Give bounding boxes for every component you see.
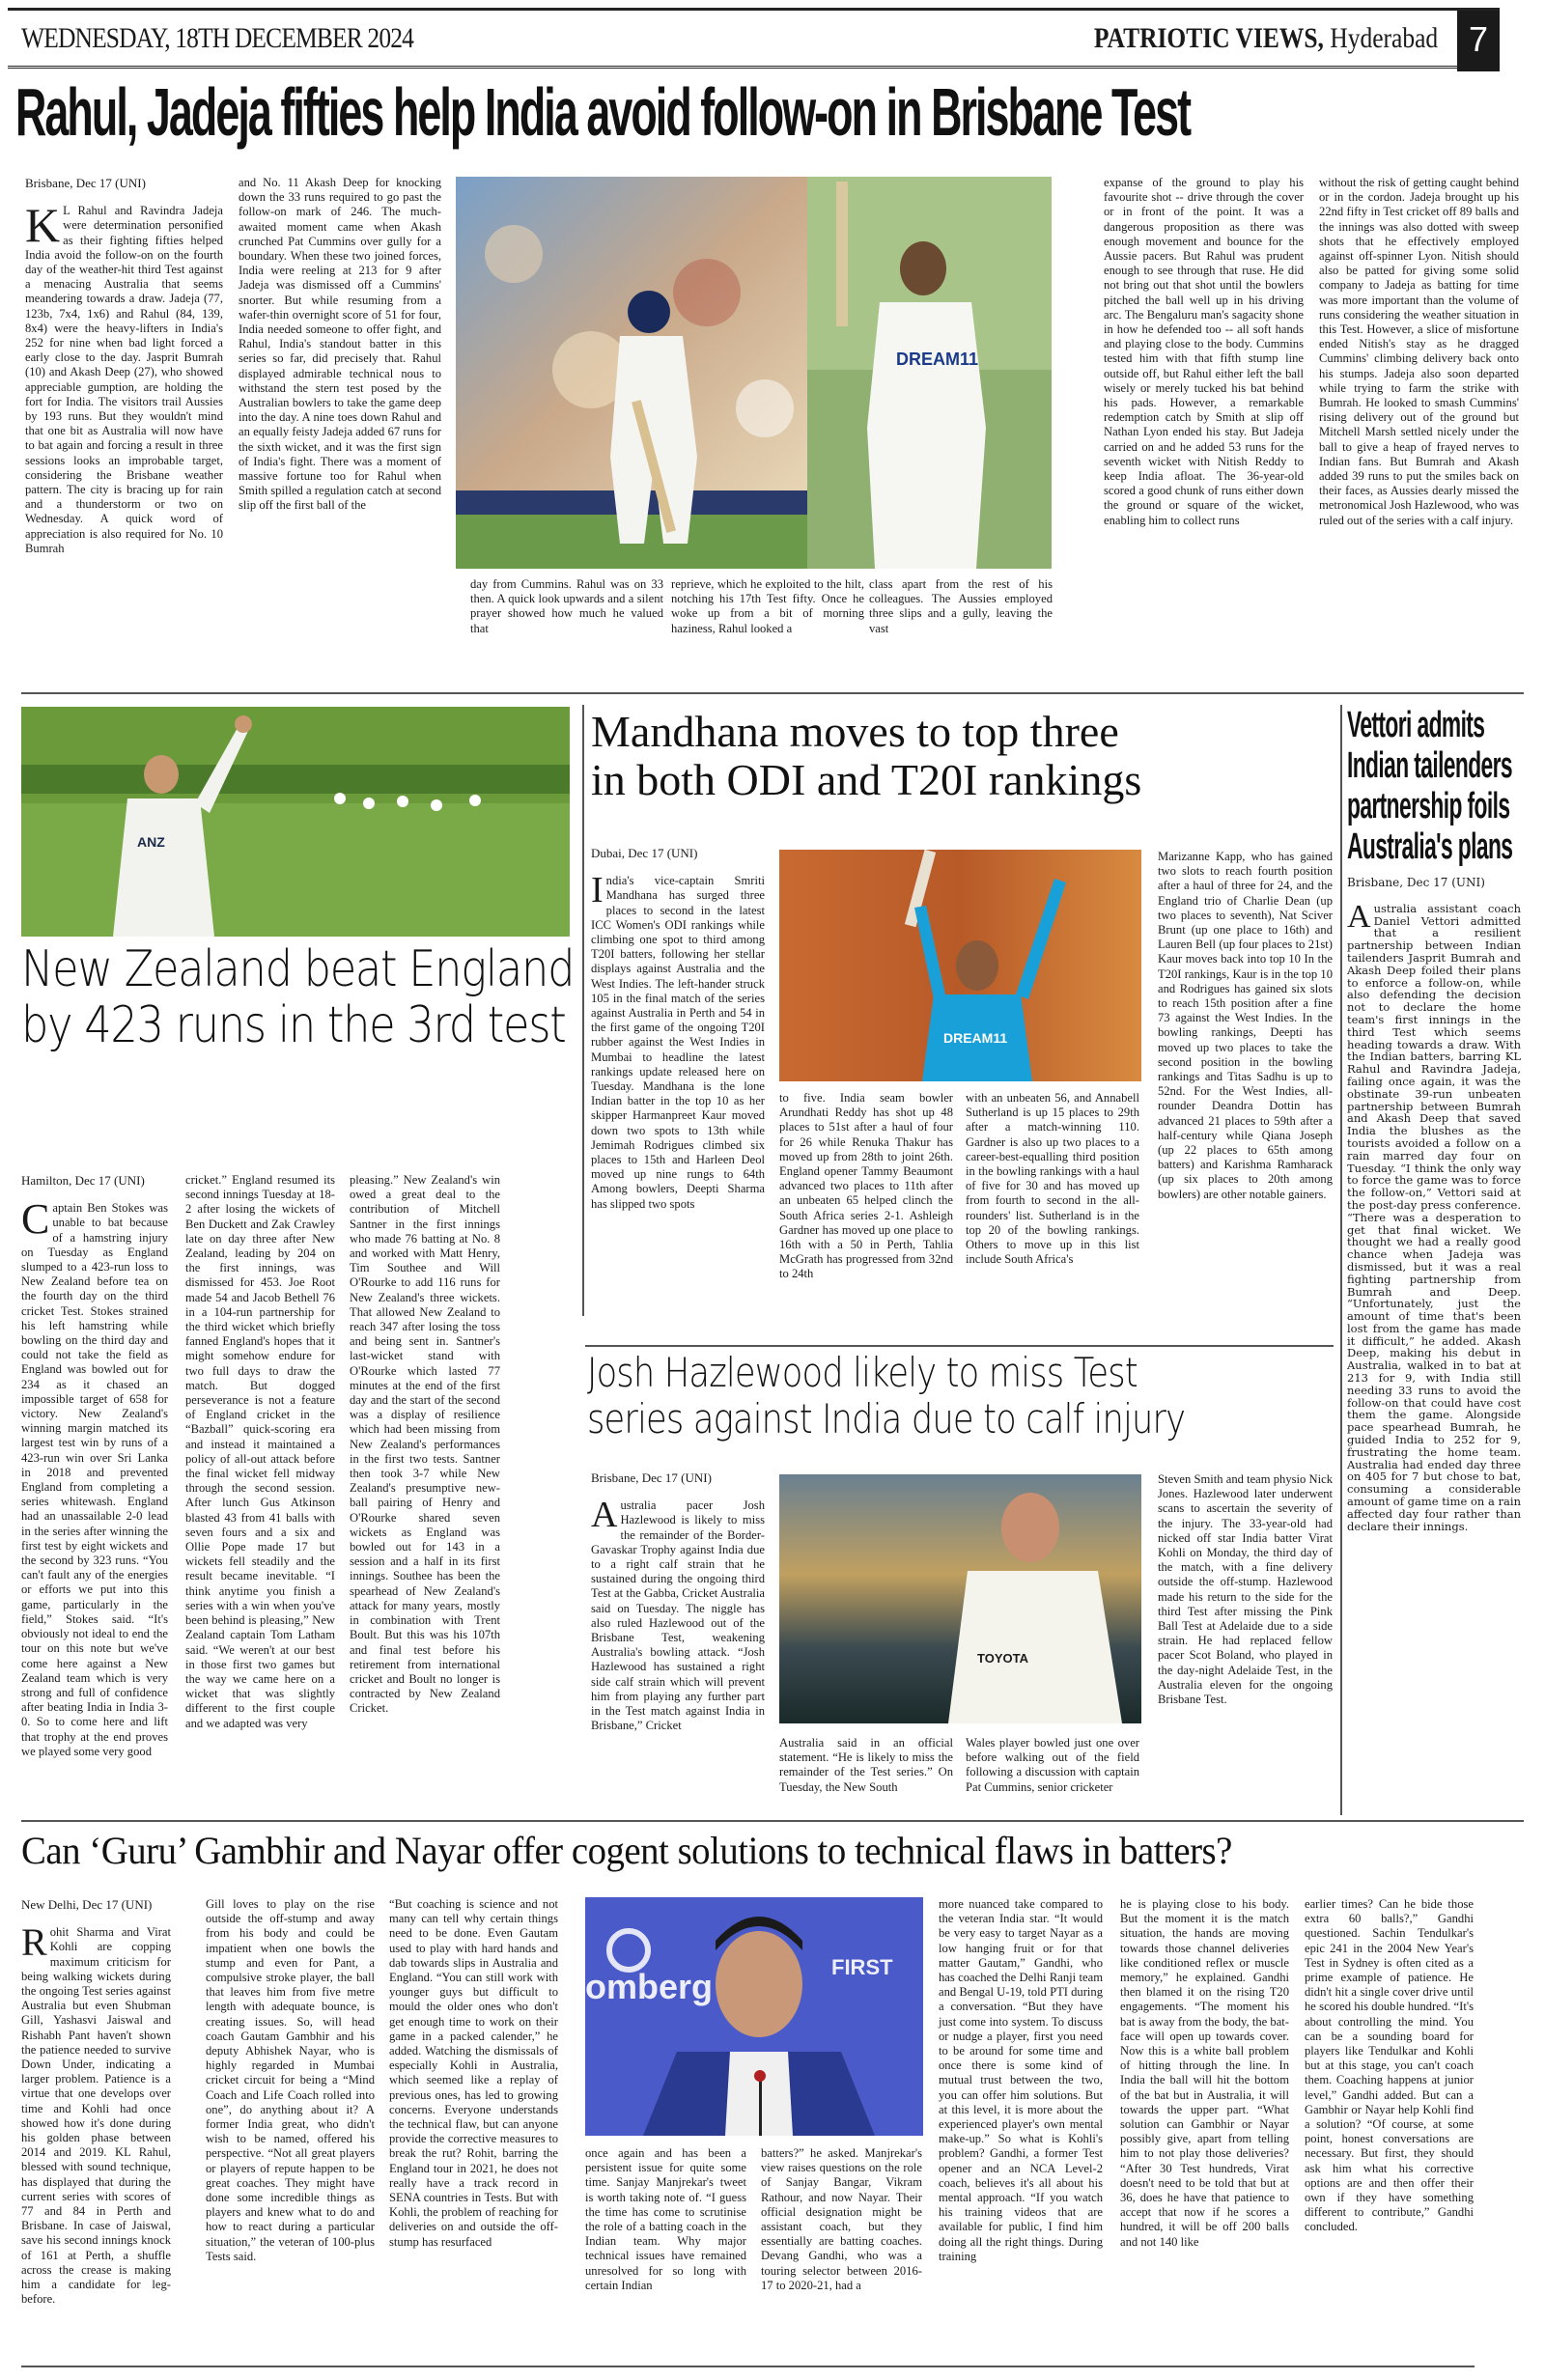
main-article-col-5: [869, 577, 1053, 636]
bottom-rule: [21, 2366, 1475, 2367]
hazlewood-headline-line-1: Josh Hazlewood likely to miss Test: [587, 1349, 1138, 1396]
nz-headline-line-1: New Zealand beat England: [21, 940, 575, 998]
main-article-col-1: [25, 176, 223, 556]
dateline: Dubai, Dec 17 (UNI): [591, 846, 698, 860]
svg-text:FIRST: FIRST: [831, 1955, 893, 1979]
mandhana-article-col-3: [966, 1091, 1139, 1267]
article-text: aptain Ben Stokes was unable to bat because of a hamstring injury on Tuesday as England slumped to a 423-run loss to New Zealand before tea on the fourth day on the third cricket Test. Stokes strained his left hamstring while bowling on the third day and could not take the field as England was bowled out for 234 as it chased an impossible target of 658 for victory. New Zealand's winning margin matched its largest test win by runs of a 423-run win over Sri Lanka in 2018 and prevented England from completing a series whitewash. England had an unassailable 2-0 lead in the series after winning the first test by eight wickets and the second by 323 runs. “You can't fault any of the energies or efforts we put into this game, particularly in the field,” Stokes said. “It's obviously not ideal to end the tour on this note but we've come here against a New Zealand team which is very strong and full of confidence after beating India in India 3-0. So to come here and lift that trophy at the end proves we played some very good: [21, 1201, 168, 1758]
photo-mandhana: [779, 850, 1141, 1081]
svg-text:TOYOTA: TOYOTA: [977, 1651, 1028, 1666]
article-text: “But coaching is science and not many can tell why certain things need to be done. Even Gautam used to play with hard hands and dab towards slips in Australia and England. “You can still work with younger guys but difficult to mould the older ones who don't get enough time to work on their game in a packed calender,” he added. Watching the dismissals of especially Kohli in Australia, which seemed like a replay of previous ones, has led to growing concerns. Everyone understands the technical flaw, but can anyone provide the corrective measures to break the rut? Rohit, barring the England tour in 2021, he does not really have a track record in SENA countries in Tests. But with Kohli, the problem of reaching for deliveries on and outside the off-stump has resurfaced: [389, 1897, 558, 2249]
svg-text:DREAM11: DREAM11: [943, 1030, 1008, 1046]
hazlewood-article-col-4: [1158, 1472, 1333, 1707]
main-article-col-3: [470, 577, 663, 636]
masthead: [8, 8, 1500, 69]
article-text: once again and has been a persistent issue for quite some time. Sanjay Manjrekar's tweet is worth taking note of. “I guess the time has come to scrutinise the role of a batting coach in the Indian team. Why major technical issues have remained unresolved for so long with certain Indian: [585, 2146, 746, 2292]
hazlewood-headline-line-2: series against India due to calf injury: [587, 1395, 1186, 1442]
article-text: and No. 11 Akash Deep for knocking down the 33 runs required to go past the follow-on mark of 246. The much-awaited moment came when Akash crunched Pat Cummins over gully for a boundary. When these two joined forces, India were reeling at 213 for 9 after Jadeja was dismissed off a Cummins' snorter. But while resuming from a wafer-thin overnight score of 51 for four, India needed someone to offer fight, and Rahul, India's standout batter in this series so far, did precisely that. Rahul displayed admirable technical nous to withstand the stern test posed by the Australian bowlers to take the game deep into the day. A nine toes down Rahul and an equally feisty Jadeja added 67 runs for the sixth wicket, and it was the first sign of India's fight. There was a moment of massive fortune too for Rahul when Smith spilled a regulation catch at second slip off the first ball of the: [239, 176, 441, 513]
dropcap: R: [21, 1920, 47, 1965]
dateline: Brisbane, Dec 17 (UNI): [1347, 876, 1485, 889]
article-text: ustralia assistant coach Daniel Vettori admitted that a resilient partnership between Indian tailenders Jasprit Bumrah and Akash Deep foiled their plans to enforce a follow-on, while also defending the decision not to declare the home team's first innings in the third Test which seems heading towards a draw. With the Indian batters, barring KL Rahul and Ravindra Jadeja, failing once again, it was the obstinate 39-run unbeaten partnership between Bumrah and Akash Deep that saved India the blushes as the tourists avoided a follow on a rain marred day four on Tuesday. “I think the only way to force the game was to force the follow-on,” Vettori said at the post-day press conference. “There was a desperation to get that final wicket. We thought we had a really good chance when Jadeja was dismissed, but it was a real fighting partnership from Bumrah and Deep. “Unfortunately, just the amount of time that's been lost from the game has made it difficult,” he added. Akash Deep, making his debut in Australia, walked in to bat at 213 for 9, with India still needing 33 runs to avoid the follow-on that could have cost them the game. Alongside pace spearhead Bumrah, he guided India to 252 for 9, frustrating the home team. Australia had ended day three on 405 for 7 but chose to bat, consuming a considerable amount of game time on a rain affected day four rather than declare their innings.: [1347, 901, 1521, 1533]
dropcap: A: [591, 1495, 618, 1536]
main-headline: Rahul, Jadeja fifties help India avoid follow-on in Brisbane Test: [15, 74, 1191, 150]
article-text: ohit Sharma and Virat Kohli are copping maximum criticism for being walking wickets during the ongoing Test series against Australia but even Shubman Gill, Yashasvi Jaiswal and Rishabh Pant haven't shown the patience needed to survive Down Under, indicating a larger problem. Patience is a virtue that one develops over time and Kohli had once showed how it's done during his golden phase between 2014 and 2019. KL Rahul, blessed with sound technique, has displayed that during the current series with scores of 77 and 84 in Perth and Brisbane. In case of Jaiswal, save his second innings knock of 161 at Perth, a shuffle across the crease is making him a candidate for leg-before.: [21, 1925, 171, 2307]
page-number-badge: 7: [1457, 11, 1500, 71]
article-text: L Rahul and Ravindra Jadeja were determination personified as their fighting fifties helped India avoid the follow-on on the fourth day of the weather-hit third Test against a menacing Australia that seems meandering towards a draw. Jadeja (77, 123b, 7x4, 1x6) and Rahul (84, 139, 8x4) were the heavy-lifters in India's 252 for nine when bad light forced a early close to the day. Jasprit Bumrah (10) and Akash Deep (27), who showed appreciable gumption, are holding the fort for India. The visitors trail Aussies by 193 runs. But they wouldn't mind that one bit as Australia will now have to bat again and forcing a result in three sessions looks an improbable target, considering the Brisbane weather pattern. The city is bracing up for rain and a thunderstorm or two on Wednesday. A quick word of appreciation is also required for No. 10 Bumrah: [25, 204, 223, 555]
main-article-col-4: [671, 577, 864, 636]
nz-article-col-2: [185, 1173, 335, 1731]
paper-city: Hyderabad: [1330, 22, 1438, 54]
dropcap: A: [1347, 898, 1371, 935]
mandhana-article-col-1: [591, 846, 765, 1212]
dropcap: C: [21, 1195, 50, 1244]
mandhana-headline: [591, 708, 1334, 804]
gambhir-article-col-6: [939, 1897, 1103, 2264]
gambhir-article-col-3: [389, 1897, 558, 2250]
article-text: class apart from the rest of his colleagues. The Aussies employed three slips and a gully, leaving the vast: [869, 577, 1053, 635]
section-divider: [585, 1345, 1334, 1347]
column-divider: [1340, 705, 1342, 1815]
dropcap: I: [591, 870, 604, 911]
article-text: with an unbeaten 56, and Annabell Sutherland is up 15 places to 29th after a match-winning 110. Gardner is also up two places to a career-best-equalling third position in the bowling rankings with a haul of five for 30 and has moved up from fourth to second in the all-rounders' list. Sutherland is in the top 20 of the bowling rankings. Others to move up in this list include South Africa's: [966, 1091, 1139, 1267]
dateline: New Delhi, Dec 17 (UNI): [21, 1897, 153, 1912]
vettori-headline: Vettori admits Indian tailenders partnership foils Australia's plans: [1347, 705, 1513, 867]
article-text: he is playing close to his body. But the moment it is the match situation, the hands are moving towards those channel deliveries like conditioned reflex or muscle memory,” he explained. Gandhi then blamed it on the rising T20 engagements. “The moment his bat is away from the body, the bat-face will open up towards cover. Now this is a white ball problem of hitting through the line. In India the ball will hit the bottom of the bat but in Australia, it will towards the upper part. “What solution can Gambhir or Nayar possibly give, apart from telling him to not play those deliveries? “After 30 Test hundreds, Virat doesn't need to be told that but at 36, does he have that patience to accept that now if he scores a hundred, it will be off 200 balls and not 140 like: [1120, 1897, 1289, 2249]
article-text: ndia's vice-captain Smriti Mandhana has surged three places to second in the latest ICC Women's ODI rankings while climbing one spot to third among T20I batters, following her stellar displays against Australia and the West Indies. The left-hander struck 105 in the final match of the series against Australia in Perth and 54 in the first game of the ongoing T20I rubber against the West Indies in Mumbai to headline the latest rankings update released here on Tuesday. Mandhana is the lone Indian batter in the top 10 as her skipper Harmanpreet Kaur moved down two spots to 13th while Jemimah Rodrigues climbed six places to 15th and Harleen Deol moved up nine rungs to 64th Among bowlers, Deepti Sharma has slipped two spots: [591, 874, 765, 1211]
svg-text:ANZ: ANZ: [137, 834, 165, 850]
main-article-col-6: [1104, 176, 1304, 528]
svg-text:DREAM11: DREAM11: [896, 350, 979, 369]
hazlewood-article-col-3: [966, 1736, 1139, 1795]
article-text: without the risk of getting caught behind or in the cordon. Jadeja brought up his 22nd fifty in Test cricket off 89 balls and the innings was also dotted with sweep shots that he effectively employed against off-spinner Lyon. Nitish should also be patted for giving some solid company to Jadeja as batting for time was more important than the volume of runs considering the weather situation in this Test. However, a slice of misfortune ended Nitish's stay as he dragged Cummins' climbing delivery back onto his stumps. Jadeja also soon departed while trying to farm the strike with Bumrah. He looked to smash Cummins' rising delivery out of the ground but Mitchell Marsh settled nicely under the ball to give a heap of frayed nerves to Indian fans. But Bumrah and Akash added 39 runs to put the smiles back on their faces, as Aussies dearly missed the metronomical Josh Hazlewood, who was ruled out of the series with a calf injury.: [1319, 176, 1519, 527]
photo-gambhir: [585, 1897, 923, 2136]
article-text: Australia said in an official statement. “He is likely to miss the remainder of the Test series.” On Tuesday, the New South: [779, 1736, 953, 1794]
nz-headline: [21, 940, 575, 1054]
photo-jadeja: [807, 177, 1052, 569]
dateline: Brisbane, Dec 17 (UNI): [25, 176, 146, 190]
hazlewood-headline: [587, 1350, 1228, 1442]
hazlewood-article-col-2: [779, 1736, 953, 1795]
nz-article-col-3: [350, 1173, 500, 1717]
main-article-col-7: [1319, 176, 1519, 528]
photo-southee: [21, 707, 570, 937]
article-text: batters?” he asked. Manjrekar's view raises questions on the role of Sanjay Bangar, Vikram Rathour, and now Nayar. Their official designation might be assistant coach, but they essentially are batting coaches. Devang Gandhi, who was a touring selector between 2016-17 to 2020-21, had a: [761, 2146, 922, 2292]
section-divider: [21, 1820, 1524, 1822]
gambhir-article-col-5: [761, 2146, 922, 2293]
article-text: more nuanced take compared to the veteran India star. “It would be very easy to target Nayar as a low hanging fruit or for that matter Gautam,” Gandhi, who has coached the Delhi Ranji team and Bengal U-19, told PTI during a conversation. “But they have just come into system. To discuss or nudge a player, first you need to be around for some time and once there is some kind of mutual trust between the two, you can offer him solutions. But at this level, it is more about the experienced player's own mental make-up.” So what is Kohli's problem? Gandhi, a former Test opener and an NCA Level-2 coach, believes it's all about his mental approach. “If you watch his training videos that are available for public, I find him doing all the right things. During training: [939, 1897, 1103, 2263]
mandhana-article-col-4: [1158, 850, 1333, 1202]
vettori-article-col-1: [1347, 877, 1521, 1532]
article-text: earlier times? Can he bide those extra 60 balls?,” Gandhi questioned. Sachin Tendulkar's epic 241 in the 2004 New Year's Test in Sydney is often cited as a prime example of patience. He didn't hit a single cover drive until he scored his double hundred. “It's about controlling the mind. You can be a sounding board for players like Tendulkar and Kohli but at this stage, you can't coach them. Coaching happens at junior level,” Gandhi added. But can a Gambhir or Nayar help Kohli find a solution? “Of course, at some point, honest conversations are necessary. But first, they should ask him what his corrective options are and then offer their own if they have something different to contribute,” Gandhi concluded.: [1305, 1897, 1474, 2234]
article-text: cricket.” England resumed its second innings Tuesday at 18-2 after losing the wickets of Ben Duckett and Zak Crawley late on day three after New Zealand, leading by 204 on the first innings, was dismissed for 453. Joe Root made 54 and Jacob Bethell 76 in a 104-run partnership for the third wicket which briefly fanned England's hopes that it might somehow endure for two full days to draw the match. But dogged perseverance is not a feature of England cricket in the “Bazball” quick-scoring era and instead it maintained a policy of all-out attack before the final wicket fell midway through the second session. After lunch Gus Atkinson blasted 43 from 41 balls with seven fours and a six and Ollie Pope made 17 but wickets fell steadily and the result became inevitable. “I think anytime you finish a series with a win when you've been behind is pleasing,” New Zealand captain Tom Latham said. “We weren't at our best in those first two games but the way we came here on a wicket that was slightly different to the first couple and we adapted was very: [185, 1173, 335, 1730]
photo-hazlewood: [779, 1474, 1141, 1723]
main-article-col-2: [239, 176, 441, 514]
photo-kl-rahul: [456, 177, 807, 569]
paper-title: PATRIOTIC VIEWS,: [1093, 22, 1324, 54]
mandhana-article-col-2: [779, 1091, 953, 1282]
column-divider: [582, 705, 584, 1316]
article-text: expanse of the ground to play his favourite shot -- drive through the cover or in front of the point. It was a dangerous proposition as there was enough movement and bounce for the Aussie pacers. But Rahul was prudent enough to see through that ruse. He did not bring out that shot until the bowlers pitched the ball well up in his driving arc. The Bengaluru man's sagacity shone in how he defended too -- all soft hands and playing close to the body. Cummins tested him with that fifth stump line outside off, but Rahul either left the ball wisely or merely tucked his bat behind his pads. However, a remarkable redemption catch by Smith at slip off Nathan Lyon ended his stay. But Jadeja carried on and he added 53 runs for the seventh wicket with Nitish Reddy to keep India afloat. The 36-year-old scored a good chunk of runs either down the ground or square of the wicket, enabling him to collect runs: [1104, 176, 1304, 527]
mandhana-headline-line-1: Mandhana moves to top three: [591, 707, 1119, 756]
svg-text:omberg: omberg: [585, 1967, 714, 2006]
gambhir-article-col-8: [1305, 1897, 1474, 2235]
article-text: to five. India seam bowler Arundhati Reddy has shot up 48 places to 51st after a haul of four for 26 while Renuka Thakur has moved up from 28th to joint 26th. England opener Tammy Beaumont advanced two places to 11th after an unbeaten 65 helped clinch the South Africa series 2-1. Ashleigh Gardner has moved up one place to 16th with a 50 in Perth, Tahlia McGrath has progressed from 32nd to 24th: [779, 1091, 953, 1281]
hazlewood-article-col-1: [591, 1470, 765, 1733]
gambhir-headline: Can ‘Guru’ Gambhir and Nayar offer cogent solutions to technical flaws in batters?: [21, 1829, 1232, 1872]
article-text: reprieve, which he exploited to the hilt, notching his 17th Test fifty. Once he woke up from a bit of morning haziness, Rahul looked a: [671, 577, 864, 635]
gambhir-article-col-2: [206, 1897, 375, 2264]
issue-date: WEDNESDAY, 18TH DECEMBER 2024: [21, 22, 414, 54]
dropcap: K: [25, 198, 61, 253]
section-divider: [21, 692, 1524, 694]
nz-headline-line-2: by 423 runs in the 3rd test: [21, 996, 566, 1054]
paper-name: [1094, 22, 1438, 55]
article-text: Steven Smith and team physio Nick Jones. Hazlewood later underwent scans to ascertain the severity of the injury. The 33-year-old had nicked off star India batter Virat Kohli on Monday, the third day of the match, with a fine delivery outside the off-stump. Hazlewood made his return to the side for the third Test after missing the Pink Ball Test at Adelaide due to a side strain. He had replaced fellow pacer Scot Boland, who played in the day-night Adelaide Test, in the Australia eleven for the ongoing Brisbane Test.: [1158, 1472, 1333, 1707]
gambhir-article-col-4: [585, 2146, 746, 2293]
article-text: day from Cummins. Rahul was on 33 then. A quick look upwards and a silent prayer showed how much he valued that: [470, 577, 663, 635]
article-text: Gill loves to play on the rise outside the off-stump and away from his body and could be impatient when one bowls the stump and even for Pant, a compulsive stroke player, the ball that leaves him from five metre length with adequate bounce, is creating issues. So, will head coach Gautam Gambhir and his deputy Abhishek Nayar, who is highly regarded in Mumbai cricket circuit for being a “Mind Coach and Life Coach rolled into one”, do anything about it? A former India great, who didn't wish to be named, offered his perspective. “Not all great players or players of repute happen to be great coaches. They might have done some incredible things as players and knew what to do and how to react during a particular situation,” the veteran of 100-plus Tests said.: [206, 1897, 375, 2263]
mandhana-headline-line-2: in both ODI and T20I rankings: [591, 755, 1142, 804]
article-text: Wales player bowled just one over before walking out of the field following a discussion with captain Pat Cummins, senior cricketer: [966, 1736, 1139, 1794]
dateline: Hamilton, Dec 17 (UNI): [21, 1173, 145, 1188]
article-text: Marizanne Kapp, who has gained two slots to reach fourth position after a haul of three for 24, and the England trio of Charlie Dean (up two places to seventh), Nat Sciver Brunt (up one place to 16th) and Lauren Bell (up four places to 21st) Kaur moves back into top 10 In the T20I rankings, Kaur is in the top 10 and Rodrigues has gained six slots to reach 15th position after a fine 73 against the West Indies. In the bowling rankings, Deepti has moved up two places to take the second position in the bowling rankings and Titas Sadhu is up to 52nd. For the West Indies, all-rounder Deandra Dottin has advanced 21 places to 59th after a half-century while Qiana Joseph (up 22 places to 65th among batters) and Karishma Ramharack (up six places to 20th among bowlers) are other notable gainers.: [1158, 850, 1333, 1201]
gambhir-article-col-1: [21, 1897, 171, 2307]
article-text: ustralia pacer Josh Hazlewood is likely to miss the remainder of the Border-Gavaskar Trophy against India due to a right calf strain that he sustained during the ongoing third Test at the Gabba, Cricket Australia said on Tuesday. The niggle has also ruled Hazlewood out of the Brisbane Test, weakening Australia's bowling attack. “Josh Hazlewood has sustained a right side calf strain which will prevent him from playing any further part in the Test match against India in Brisbane,” Cricket: [591, 1498, 765, 1733]
dateline: Brisbane, Dec 17 (UNI): [591, 1470, 712, 1485]
nz-article-col-1: [21, 1173, 168, 1759]
gambhir-article-col-7: [1120, 1897, 1289, 2250]
article-text: pleasing.” New Zealand's win owed a great deal to the contribution of Mitchell Santner in the first innings who made 76 batting at No. 8 and worked with Matt Henry, Tim Southee and Will O'Rourke to add 116 runs for New Zealand's three wickets. That allowed New Zealand to reach 347 after losing the toss and being sent in. Santner's last-wicket stand with O'Rourke which lasted 77 minutes at the end of the first day and the start of the second was a display of resilience which had been missing from New Zealand's performances in the first two tests. Santner then took 3-7 while New Zealand's presumptive new-ball pairing of Henry and O'Rourke shared seven wickets as England was bowled out for 143 in a session and a half in its first innings. Southee has been the spearhead of New Zealand's attack for many years, mostly in combination with Trent Boult. But this was his 107th and final test before his retirement from international cricket and Boult no longer is contracted by New Zealand Cricket.: [350, 1173, 500, 1716]
